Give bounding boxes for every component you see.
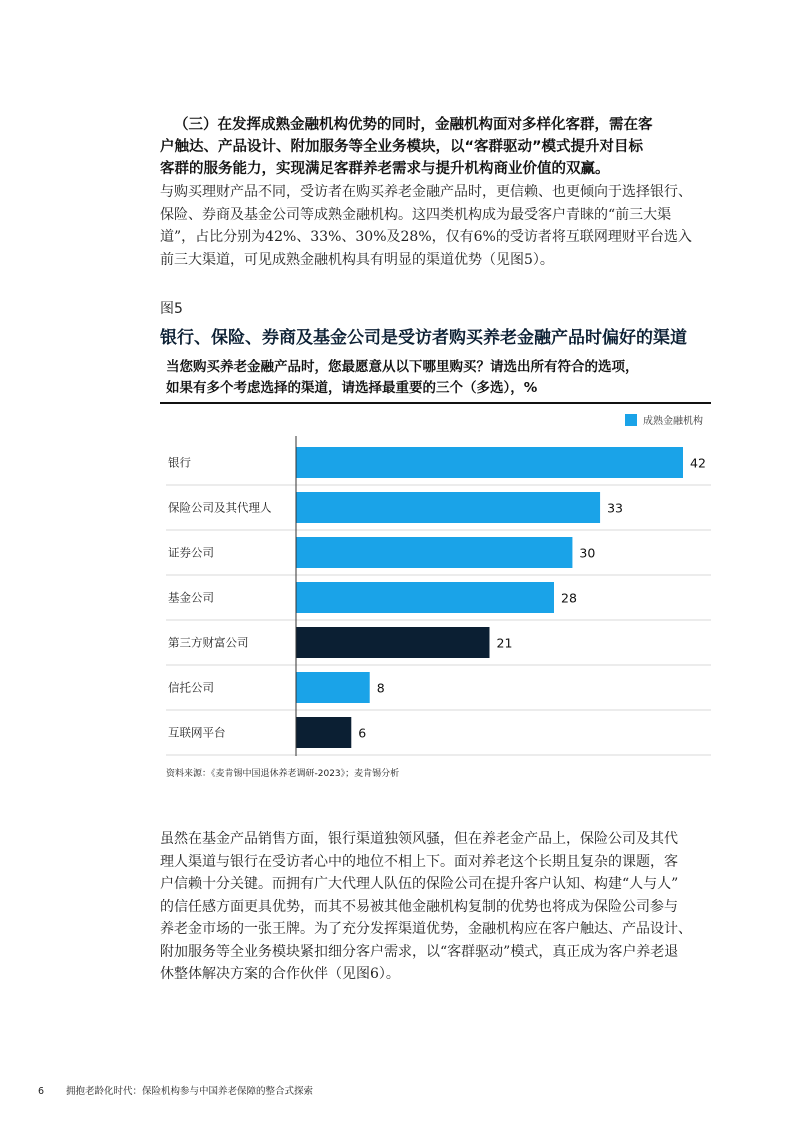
paragraph-line: 理人渠道与银行在受访者心中的地位不相上下。面对养老这个长期且复杂的课题，客 xyxy=(160,853,678,870)
paragraph-line: 户信赖十分关键。而拥有广大代理人队伍的保险公司在提升客户认知、构建“人与人” xyxy=(160,876,679,892)
body-paragraph xyxy=(160,828,720,986)
figure-title: 银行、保险、券商及基金公司是受访者购买养老金融产品时偏好的渠道 xyxy=(160,328,687,348)
section-heading-line: （三）在发挥成熟金融机构优势的同时，金融机构面对多样化客群，需在客 xyxy=(174,117,653,133)
category-label: 银行 xyxy=(168,455,191,470)
category-label: 第三方财富公司 xyxy=(168,635,249,650)
figure-question-line: 如果有多个考虑选择的渠道，请选择最重要的三个（多选），% xyxy=(166,380,538,396)
value-label: 21 xyxy=(496,635,513,651)
bar xyxy=(296,447,683,478)
legend-label: 成熟金融机构 xyxy=(643,416,703,427)
category-label: 信托公司 xyxy=(168,680,214,695)
figure-source: 资料来源：《麦肯锡中国退休养老调研-2023》；麦肯锡分析 xyxy=(166,769,400,779)
category-label: 基金公司 xyxy=(168,590,214,605)
paragraph-line: 虽然在基金产品销售方面，银行渠道独领风骚，但在养老金产品上，保险公司及其代 xyxy=(160,831,678,847)
paragraph-line: 附加服务等全业务模块紧扣细分客户需求，以“客群驱动”模式，真正成为客户养老退 xyxy=(160,943,679,960)
paragraph-line: 休整体解决方案的合作伙伴（见图6）。 xyxy=(160,966,400,982)
value-label: 33 xyxy=(607,500,623,516)
section-heading-line: 客群的服务能力，实现满足客群养老需求与提升机构商业价值的双赢。 xyxy=(160,161,610,177)
paragraph-line: 养老金市场的一张王牌。为了充分发挥渠道优势，金融机构应在客户触达、产品设计、 xyxy=(160,921,692,937)
value-label: 8 xyxy=(376,680,385,696)
value-label: 30 xyxy=(579,545,596,561)
bar xyxy=(296,717,351,748)
category-label: 证券公司 xyxy=(168,545,214,560)
paragraph-line: 保险、券商及基金公司等成熟金融机构。这四类机构成为最受客户青睐的“前三大渠 xyxy=(160,206,672,223)
paragraph-line: 道”，占比分别为42%、33%、30%及28%，仅有6%的受访者将互联网理财平台选入 xyxy=(160,229,692,245)
category-label: 互联网平台 xyxy=(168,725,226,740)
bar xyxy=(296,537,572,568)
bar xyxy=(296,672,370,703)
category-label: 保险公司及其代理人 xyxy=(168,500,272,515)
value-label: 6 xyxy=(358,725,367,741)
bar xyxy=(296,582,554,613)
bar xyxy=(296,627,490,658)
paragraph-line: 的信任感方面更具优势，而其不易被其他金融机构复制的优势也将成为保险公司参与 xyxy=(160,898,678,915)
figure-label: 图5 xyxy=(160,301,183,317)
page-footer xyxy=(38,1083,313,1097)
paragraph-line: 前三大渠道，可见成熟金融机构具有明显的渠道优势（见图5）。 xyxy=(160,251,554,268)
value-label: 28 xyxy=(561,590,577,606)
section-heading-line: 户触达、产品设计、附加服务等全业务模块，以“客群驱动”模式提升对目标 xyxy=(160,139,644,155)
value-label: 42 xyxy=(690,455,706,471)
footer-title: 拥抱老龄化时代：保险机构参与中国养老保障的整合式探索 xyxy=(66,1086,314,1097)
paragraph-line: 与购买理财产品不同，受访者在购买养老金融产品时，更信赖、也更倾向于选择银行、 xyxy=(160,184,692,200)
figure-question-line: 当您购买养老金融产品时，您最愿意从以下哪里购买？请选出所有符合的选项， xyxy=(166,359,639,375)
bar xyxy=(296,492,600,523)
page-number: 6 xyxy=(38,1086,45,1097)
